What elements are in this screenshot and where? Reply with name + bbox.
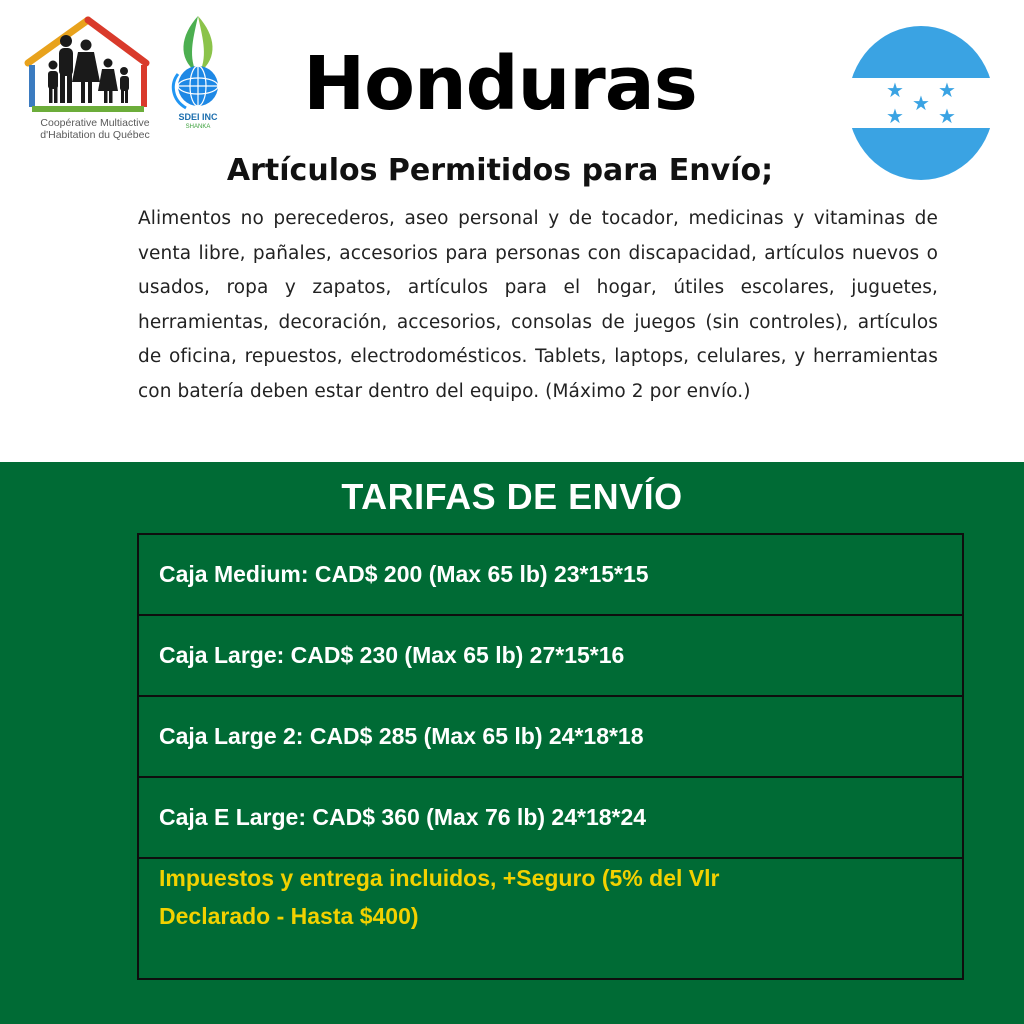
rate-row-large	[139, 616, 962, 697]
rates-note-line1: Impuestos y entrega incluidos, +Seguro (5% del Vlr	[159, 865, 720, 891]
rate-label: Caja E Large: CAD$ 360 (Max 76 lb) 24*18*24	[159, 804, 647, 830]
rate-label: Caja Large: CAD$ 230 (Max 65 lb) 27*15*16	[159, 642, 625, 668]
sdei-subtitle: SHANKA	[185, 124, 211, 130]
svg-text:★: ★	[886, 104, 904, 128]
svg-text:★: ★	[886, 78, 904, 102]
rate-row-e-large	[139, 778, 962, 859]
sdei-name: SDEI INC	[178, 112, 218, 122]
svg-text:★: ★	[912, 91, 930, 115]
rate-label: Caja Large 2: CAD$ 285 (Max 65 lb) 24*18*18	[159, 723, 644, 749]
rate-row-large-2	[139, 697, 962, 778]
svg-text:★: ★	[938, 78, 956, 102]
allowed-items-text: Alimentos no perecederos, aseo personal y de tocador, medicinas y vitaminas de venta libre, pañales, accesorios para personas con discapacidad, artículos nuevos o usados, ropa y zapatos, artículos para el hogar, útiles escolares, juguetes, herramientas, decoración, accesorios, consolas de juegos (sin controles), artículos de oficina, repuestos, electrodomésticos. Tablets, laptops, celulares, y herramientas con batería deben estar dentro del equipo. (Máximo 2 por envío.)	[138, 208, 938, 402]
family-house-icon	[18, 15, 158, 117]
cooperative-name	[20, 117, 170, 141]
page-title: Honduras	[303, 41, 697, 127]
coop-name-line2: d'Habitation du Québec	[40, 129, 150, 141]
honduras-flag-icon	[848, 26, 994, 180]
rates-note	[159, 859, 939, 935]
sdei-logo	[166, 14, 230, 138]
rates-note-line2: Declarado - Hasta $400)	[159, 903, 419, 929]
coop-name-line1: Coopérative Multiactive	[40, 117, 150, 129]
allowed-items-heading: Artículos Permitidos para Envío;	[226, 153, 774, 188]
leaf-globe-icon	[166, 14, 230, 112]
rate-row-medium	[139, 535, 962, 616]
rate-label: Caja Medium: CAD$ 200 (Max 65 lb) 23*15*15	[159, 561, 649, 587]
rates-heading: TARIFAS DE ENVÍO	[341, 476, 683, 517]
cooperative-logo	[18, 15, 158, 145]
svg-text:★: ★	[938, 104, 956, 128]
rates-table	[137, 533, 964, 980]
